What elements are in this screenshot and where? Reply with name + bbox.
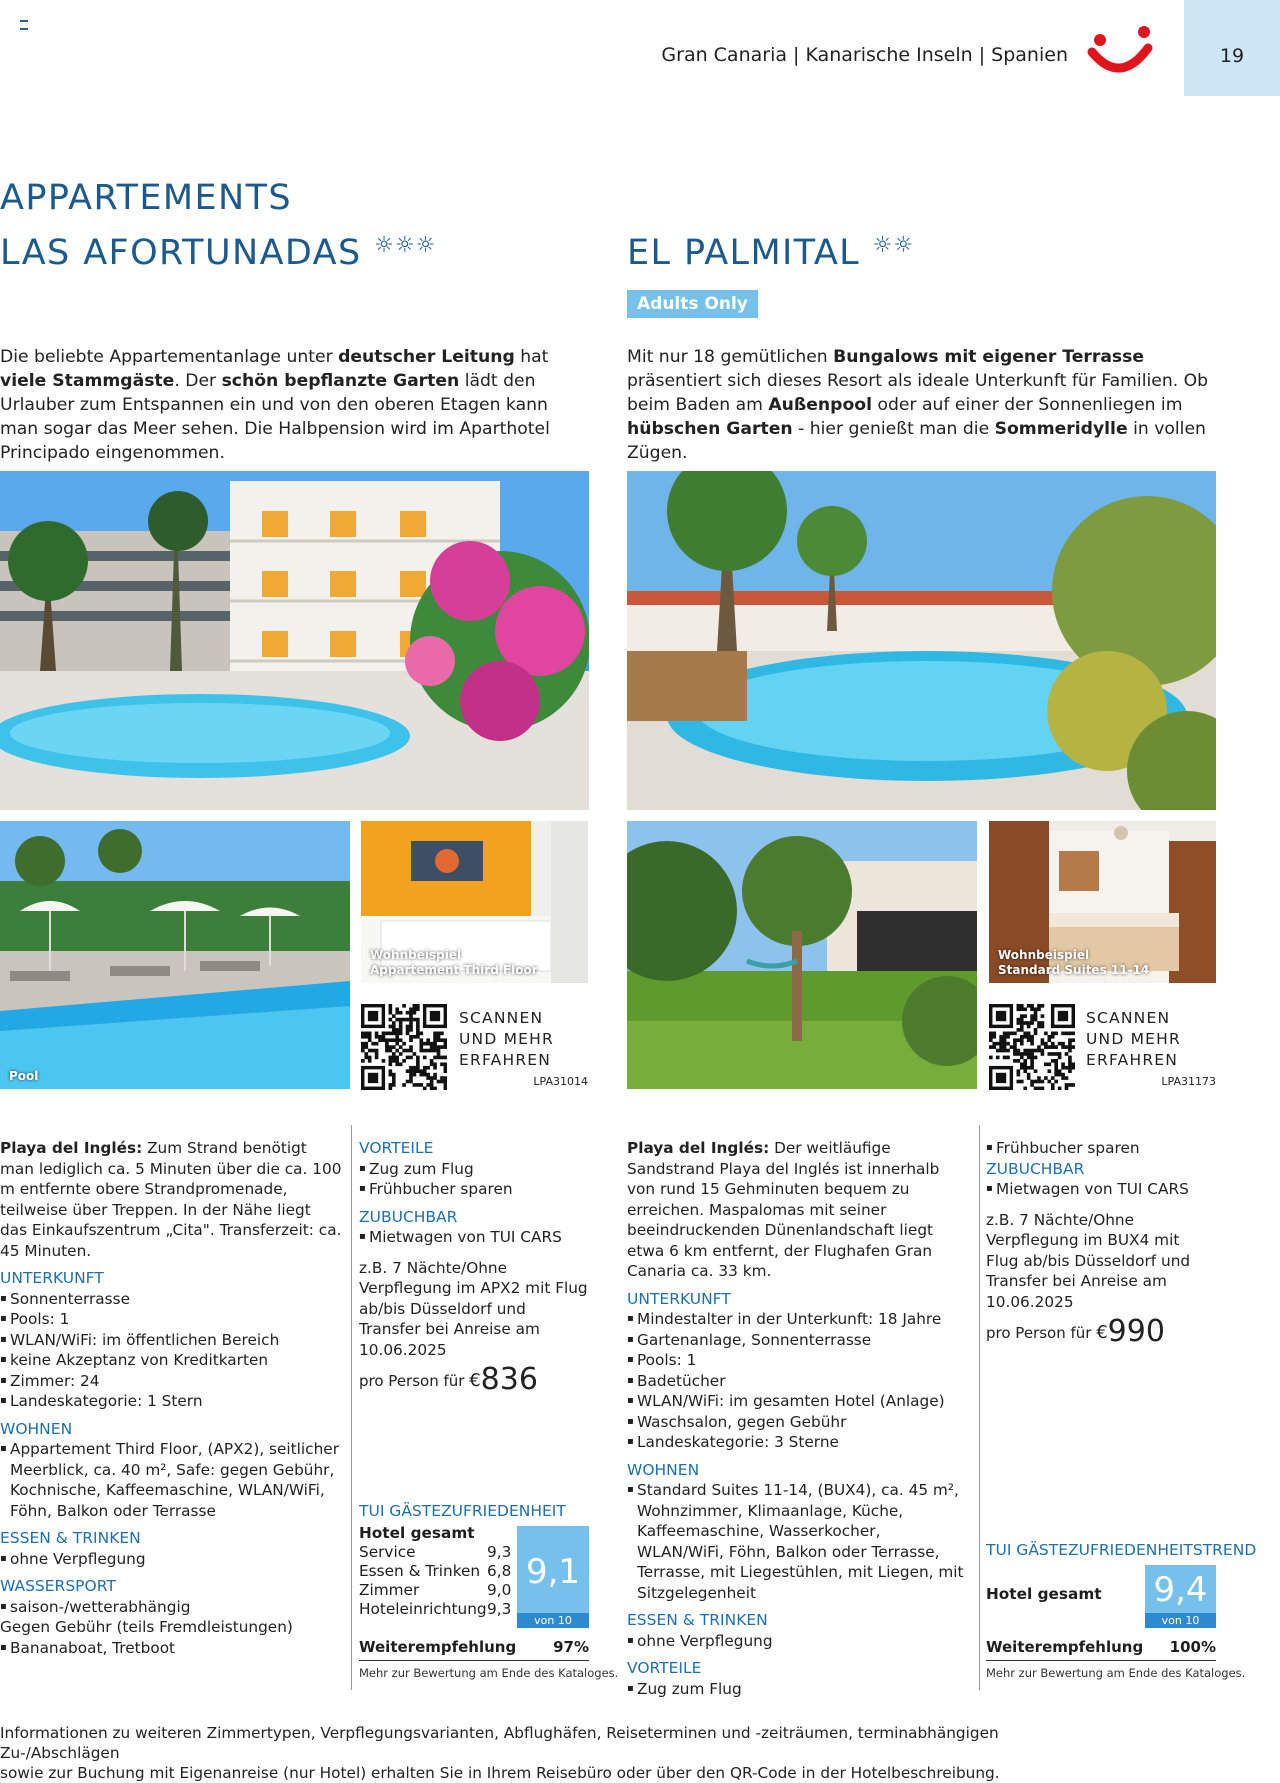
rating-label: Hoteleinrichtung [359, 1600, 487, 1618]
right-list-item: ▪ Pools: 1 [627, 1350, 972, 1371]
left-section-title: ESSEN & TRINKEN [0, 1529, 141, 1547]
intro-text: hat [514, 347, 549, 367]
left-details-column [0, 1138, 342, 1658]
footer-line1: Informationen zu weiteren Zimmertypen, Verpflegungsvarianten, Abflughäfen, Reiseterminen und -zeiträumen, terminabhängigen Zu-/Abschlägen [0, 1724, 999, 1762]
rating-row [359, 1600, 511, 1619]
left-section-list [0, 1289, 342, 1412]
intro-text: in vollen Zügen. [627, 419, 1206, 463]
left-score-sub: von 10 [517, 1613, 589, 1628]
left-list-item: ▪ saison-/wetterabhängig [0, 1597, 342, 1618]
right-rating-label: Hotel gesamt [986, 1585, 1102, 1603]
footer-info [0, 1723, 1060, 1783]
left-sections [0, 1268, 342, 1658]
right-intro [627, 345, 1217, 465]
tui-logo-icon [1086, 22, 1156, 82]
right-score: 9,4 [1153, 1570, 1208, 1610]
right-section-list [627, 1309, 972, 1453]
left-list-item: ▪ Landeskategorie: 1 Stern [0, 1391, 342, 1412]
right-section-list [627, 1679, 972, 1700]
left-scan-text [459, 1008, 554, 1071]
intro-text: lädt den Urlauber zum Entspannen ein und von den oberen Etagen kann man sogar das Meer sehen. Die Halbpension wird im Aparthotel Principado eingenommen. [0, 371, 550, 463]
left-side-list-item: ▪ Zug zum Flug [359, 1159, 589, 1180]
page-number: 19 [1219, 45, 1245, 67]
right-price-prefix: pro Person für [986, 1324, 1092, 1342]
left-side-section-title: VORTEILE [359, 1139, 434, 1157]
rating-value: 9,3 [487, 1543, 512, 1561]
right-section-title: ESSEN & TRINKEN [627, 1611, 768, 1629]
left-title-line2-wrap [0, 222, 436, 277]
right-score-sub: von 10 [1145, 1613, 1216, 1628]
right-side-section-list [986, 1179, 1216, 1200]
left-side-list-item: ▪ Mietwagen von TUI CARS [359, 1227, 589, 1248]
intro-text: - hier genießt man die [792, 419, 995, 439]
right-list-item: ▪ Zug zum Flug [627, 1679, 972, 1700]
left-section-title: WASSERSPORT [0, 1577, 116, 1595]
right-side-list-item: ▪ Frühbucher sparen [986, 1138, 1216, 1159]
right-title-text: EL PALMITAL [627, 233, 861, 273]
left-main-photo [0, 471, 589, 810]
rating-value [487, 1524, 511, 1543]
intro-bold-text: Sommeridylle [994, 419, 1128, 439]
intro-bold-text: deutscher Leitung [338, 347, 515, 367]
intro-bold-text: schön bepflanzte Garten [221, 371, 460, 391]
right-price-currency: € [1096, 1322, 1108, 1343]
right-section-list [627, 1631, 972, 1652]
right-room-caption-2: Standard Suites 11-14 [998, 963, 1150, 977]
left-section-title: UNTERKUNFT [0, 1269, 104, 1287]
right-scan-1: SCANNEN [1086, 1009, 1171, 1027]
right-stars-icon: ☼☼ [872, 233, 915, 258]
right-side-section-title: ZUBUCHBAR [986, 1159, 1085, 1178]
left-location-label: Playa del Inglés: [0, 1139, 143, 1157]
right-section-title: VORTEILE [627, 1659, 702, 1677]
right-recommend-label: Weiterempfehlung [986, 1638, 1144, 1656]
right-code: LPA31173 [1161, 1075, 1216, 1088]
right-main-photo [627, 471, 1216, 810]
page-number-box [1184, 0, 1280, 96]
right-side-column [986, 1138, 1216, 1349]
right-list-item: ▪ WLAN/WiFi: im gesamten Hotel (Anlage) [627, 1391, 972, 1412]
intro-bold-text: hübschen Garten [627, 419, 793, 439]
left-scan-3: ERFAHREN [459, 1051, 552, 1069]
left-score-box [517, 1526, 589, 1628]
right-room-caption [998, 948, 1149, 978]
footer-line2: sowie zur Buchung mit Eigenanreise (nur Hotel) erhalten Sie in Ihrem Reisebüro oder über den QR-Code in der Hotelbeschreibung. [0, 1764, 1000, 1782]
left-section-list [0, 1597, 342, 1618]
left-intro [0, 345, 580, 465]
right-details-column [627, 1138, 972, 1699]
right-list-item: ▪ Landeskategorie: 3 Sterne [627, 1432, 972, 1453]
left-location [0, 1138, 342, 1261]
right-section-title: WOHNEN [627, 1460, 700, 1479]
right-side-sections [986, 1159, 1216, 1200]
left-title [0, 174, 436, 277]
right-scan-3: ERFAHREN [1086, 1051, 1179, 1069]
intro-text: Die beliebte Appartementanlage unter [0, 347, 339, 367]
left-section-title: WOHNEN [0, 1419, 73, 1438]
right-section-list [627, 1480, 972, 1603]
left-room-caption [370, 948, 538, 978]
rating-row [359, 1562, 511, 1581]
right-recommend-line [986, 1660, 1216, 1661]
left-side-section-list [359, 1227, 589, 1248]
rating-row [359, 1543, 511, 1562]
right-title-wrap [627, 222, 914, 277]
right-rating-title: TUI GÄSTEZUFRIEDENHEITSTREND [986, 1541, 1257, 1559]
adults-only-badge: Adults Only [627, 290, 758, 318]
left-list-item: ▪ Zimmer: 24 [0, 1371, 342, 1392]
left-price-currency: € [469, 1370, 481, 1391]
left-side-list-item: ▪ Frühbucher sparen [359, 1179, 589, 1200]
intro-text: präsentiert sich dieses Resort als ideale Unterkunft für Familien. Ob beim Baden am [627, 371, 1209, 415]
left-list-item: ▪ Sonnenterrasse [0, 1289, 342, 1310]
right-sections [627, 1289, 972, 1700]
right-offer: z.B. 7 Nächte/Ohne Verpflegung im BUX4 mit Flug ab/bis Düsseldorf und Transfer bei Anreise am 10.06.2025 [986, 1210, 1191, 1311]
right-list-item: ▪ Badetücher [627, 1371, 972, 1392]
left-section-list [0, 1638, 342, 1659]
right-section-title: UNTERKUNFT [627, 1289, 731, 1308]
left-pool-caption: Pool [9, 1069, 39, 1083]
left-side-section-title: ZUBUCHBAR [359, 1207, 458, 1226]
right-list-item: ▪ ohne Verpflegung [627, 1631, 972, 1652]
left-price-value: 836 [480, 1362, 538, 1397]
left-section-list [0, 1549, 342, 1570]
intro-bold-text: Außenpool [768, 395, 872, 415]
left-location-text: Zum Strand benötigt man lediglich ca. 5 Minuten über die ca. 100 m entfernte obere Strandpromenade, teilweise über Treppen. In der Nähe liegt das Einkaufszentrum „Cita". Transferzeit: ca. 45 Minuten. [0, 1139, 342, 1260]
left-price-prefix: pro Person für [359, 1372, 465, 1390]
right-list-item: ▪ Standard Suites 11-14, (BUX4), ca. 45 m², Wohnzimmer, Klimaanlage, Küche, Kaffeemaschine, Wasserkocher, WLAN/WiFi, Föhn, Balkon oder Terrasse, Terrasse, mit Liegestühlen, mit Liegen, mit Sitzgelegenheit [627, 1480, 972, 1603]
rating-label: Service [359, 1543, 416, 1561]
rating-label: Zimmer [359, 1581, 420, 1599]
left-recommend [359, 1638, 589, 1656]
right-price [986, 1314, 1216, 1349]
left-list-item: ▪ Bananaboat, Tretboot [0, 1638, 342, 1659]
right-rating-note: Mehr zur Bewertung am Ende des Kataloges. [986, 1666, 1246, 1680]
left-room-caption-1: Wohnbeispiel [370, 948, 462, 962]
intro-text: Mit nur 18 gemütlichen [627, 347, 834, 367]
header-location: Gran Canaria | Kanarische Inseln | Spanien [661, 44, 1068, 66]
rating-value: 9,0 [487, 1581, 512, 1599]
left-stars-icon: ☼☼☼ [374, 233, 437, 258]
left-recommend-line [359, 1660, 589, 1661]
right-list-item: ▪ Mindestalter in der Unterkunft: 18 Jahre [627, 1309, 972, 1330]
left-rating-table [359, 1524, 511, 1619]
intro-text: . Der [174, 371, 222, 391]
rating-row [359, 1524, 511, 1543]
left-side-section-list [359, 1159, 589, 1200]
right-recommend [986, 1638, 1216, 1656]
left-list-item: ▪ ohne Verpflegung [0, 1549, 342, 1570]
right-scan-2: UND MEHR [1086, 1030, 1181, 1048]
left-section-text: Gegen Gebühr (teils Fremdleistungen) [0, 1618, 293, 1636]
left-side-column [359, 1138, 589, 1397]
left-rating-title: TUI GÄSTEZUFRIEDENHEIT [359, 1502, 566, 1520]
intro-bold-text: Bungalows mit eigener Terrasse [833, 347, 1145, 367]
right-list-item: ▪ Gartenanlage, Sonnenterrasse [627, 1330, 972, 1351]
left-title-line1: APPARTEMENTS [0, 178, 293, 218]
rating-label: Essen & Trinken [359, 1562, 481, 1580]
left-title-line2: LAS AFORTUNADAS [0, 233, 362, 273]
left-scan-1: SCANNEN [459, 1009, 544, 1027]
right-location-text: Der weitläufige Sandstrand Playa del Inglés ist innerhalb von rund 15 Gehminuten bequem zu erreichen. Maspalomas mit seiner beeindruckenden Dünenlandschaft liegt etwa 6 km entfernt, der Flughafen Gran Canaria ca. 33 km. [627, 1139, 940, 1280]
left-scan-2: UND MEHR [459, 1030, 554, 1048]
rating-value: 9,3 [487, 1600, 512, 1618]
right-side-top-list [986, 1138, 1216, 1159]
right-score-box [1145, 1565, 1216, 1628]
left-code: LPA31014 [533, 1075, 588, 1088]
left-list-item: ▪ Appartement Third Floor, (APX2), seitlicher Meerblick, ca. 40 m², Safe: gegen Gebühr, Kochnische, Kaffeemaschine, WLAN/WiFi, Föhn, Balkon oder Terrasse [0, 1439, 342, 1521]
left-qr-code[interactable] [361, 1004, 447, 1090]
left-list-item: ▪ WLAN/WiFi: im öffentlichen Bereich [0, 1330, 342, 1351]
right-divider [979, 1125, 980, 1690]
left-recommend-label: Weiterempfehlung [359, 1638, 517, 1656]
left-section-list [0, 1439, 342, 1521]
left-divider [351, 1125, 352, 1690]
right-location [627, 1138, 972, 1282]
left-rating-note: Mehr zur Bewertung am Ende des Kataloges. [359, 1666, 619, 1680]
left-score: 9,1 [525, 1552, 581, 1592]
left-list-item: ▪ Pools: 1 [0, 1309, 342, 1330]
corner-mark-icon [20, 20, 28, 30]
left-price [359, 1362, 589, 1397]
right-recommend-value: 100% [1169, 1638, 1216, 1656]
right-qr-code[interactable] [989, 1004, 1075, 1090]
right-location-label: Playa del Inglés: [627, 1139, 770, 1157]
right-room-caption-1: Wohnbeispiel [998, 948, 1090, 962]
intro-bold-text: viele Stammgäste [0, 371, 175, 391]
left-pool-photo [0, 821, 350, 1089]
left-room-photo [361, 821, 588, 983]
left-list-item: ▪ keine Akzeptanz von Kreditkarten [0, 1350, 342, 1371]
right-side-list-item: ▪ Mietwagen von TUI CARS [986, 1179, 1216, 1200]
rating-row [359, 1581, 511, 1600]
right-price-value: 990 [1107, 1314, 1165, 1349]
right-scan-text [1086, 1008, 1181, 1071]
right-room-photo [989, 821, 1216, 983]
intro-text: oder auf einer der Sonnenliegen im [871, 395, 1183, 415]
left-room-caption-2: Appartement Third Floor [370, 963, 538, 977]
right-list-item: ▪ Waschsalon, gegen Gebühr [627, 1412, 972, 1433]
right-garden-photo [627, 821, 977, 1089]
left-side-sections [359, 1138, 589, 1248]
left-recommend-value: 97% [553, 1638, 589, 1656]
rating-value: 6,8 [487, 1562, 512, 1580]
rating-label: Hotel gesamt [359, 1524, 475, 1542]
right-title [627, 222, 914, 277]
left-offer: z.B. 7 Nächte/Ohne Verpflegung im APX2 mit Flug ab/bis Düsseldorf und Transfer bei Anreise am 10.06.2025 [359, 1258, 588, 1359]
